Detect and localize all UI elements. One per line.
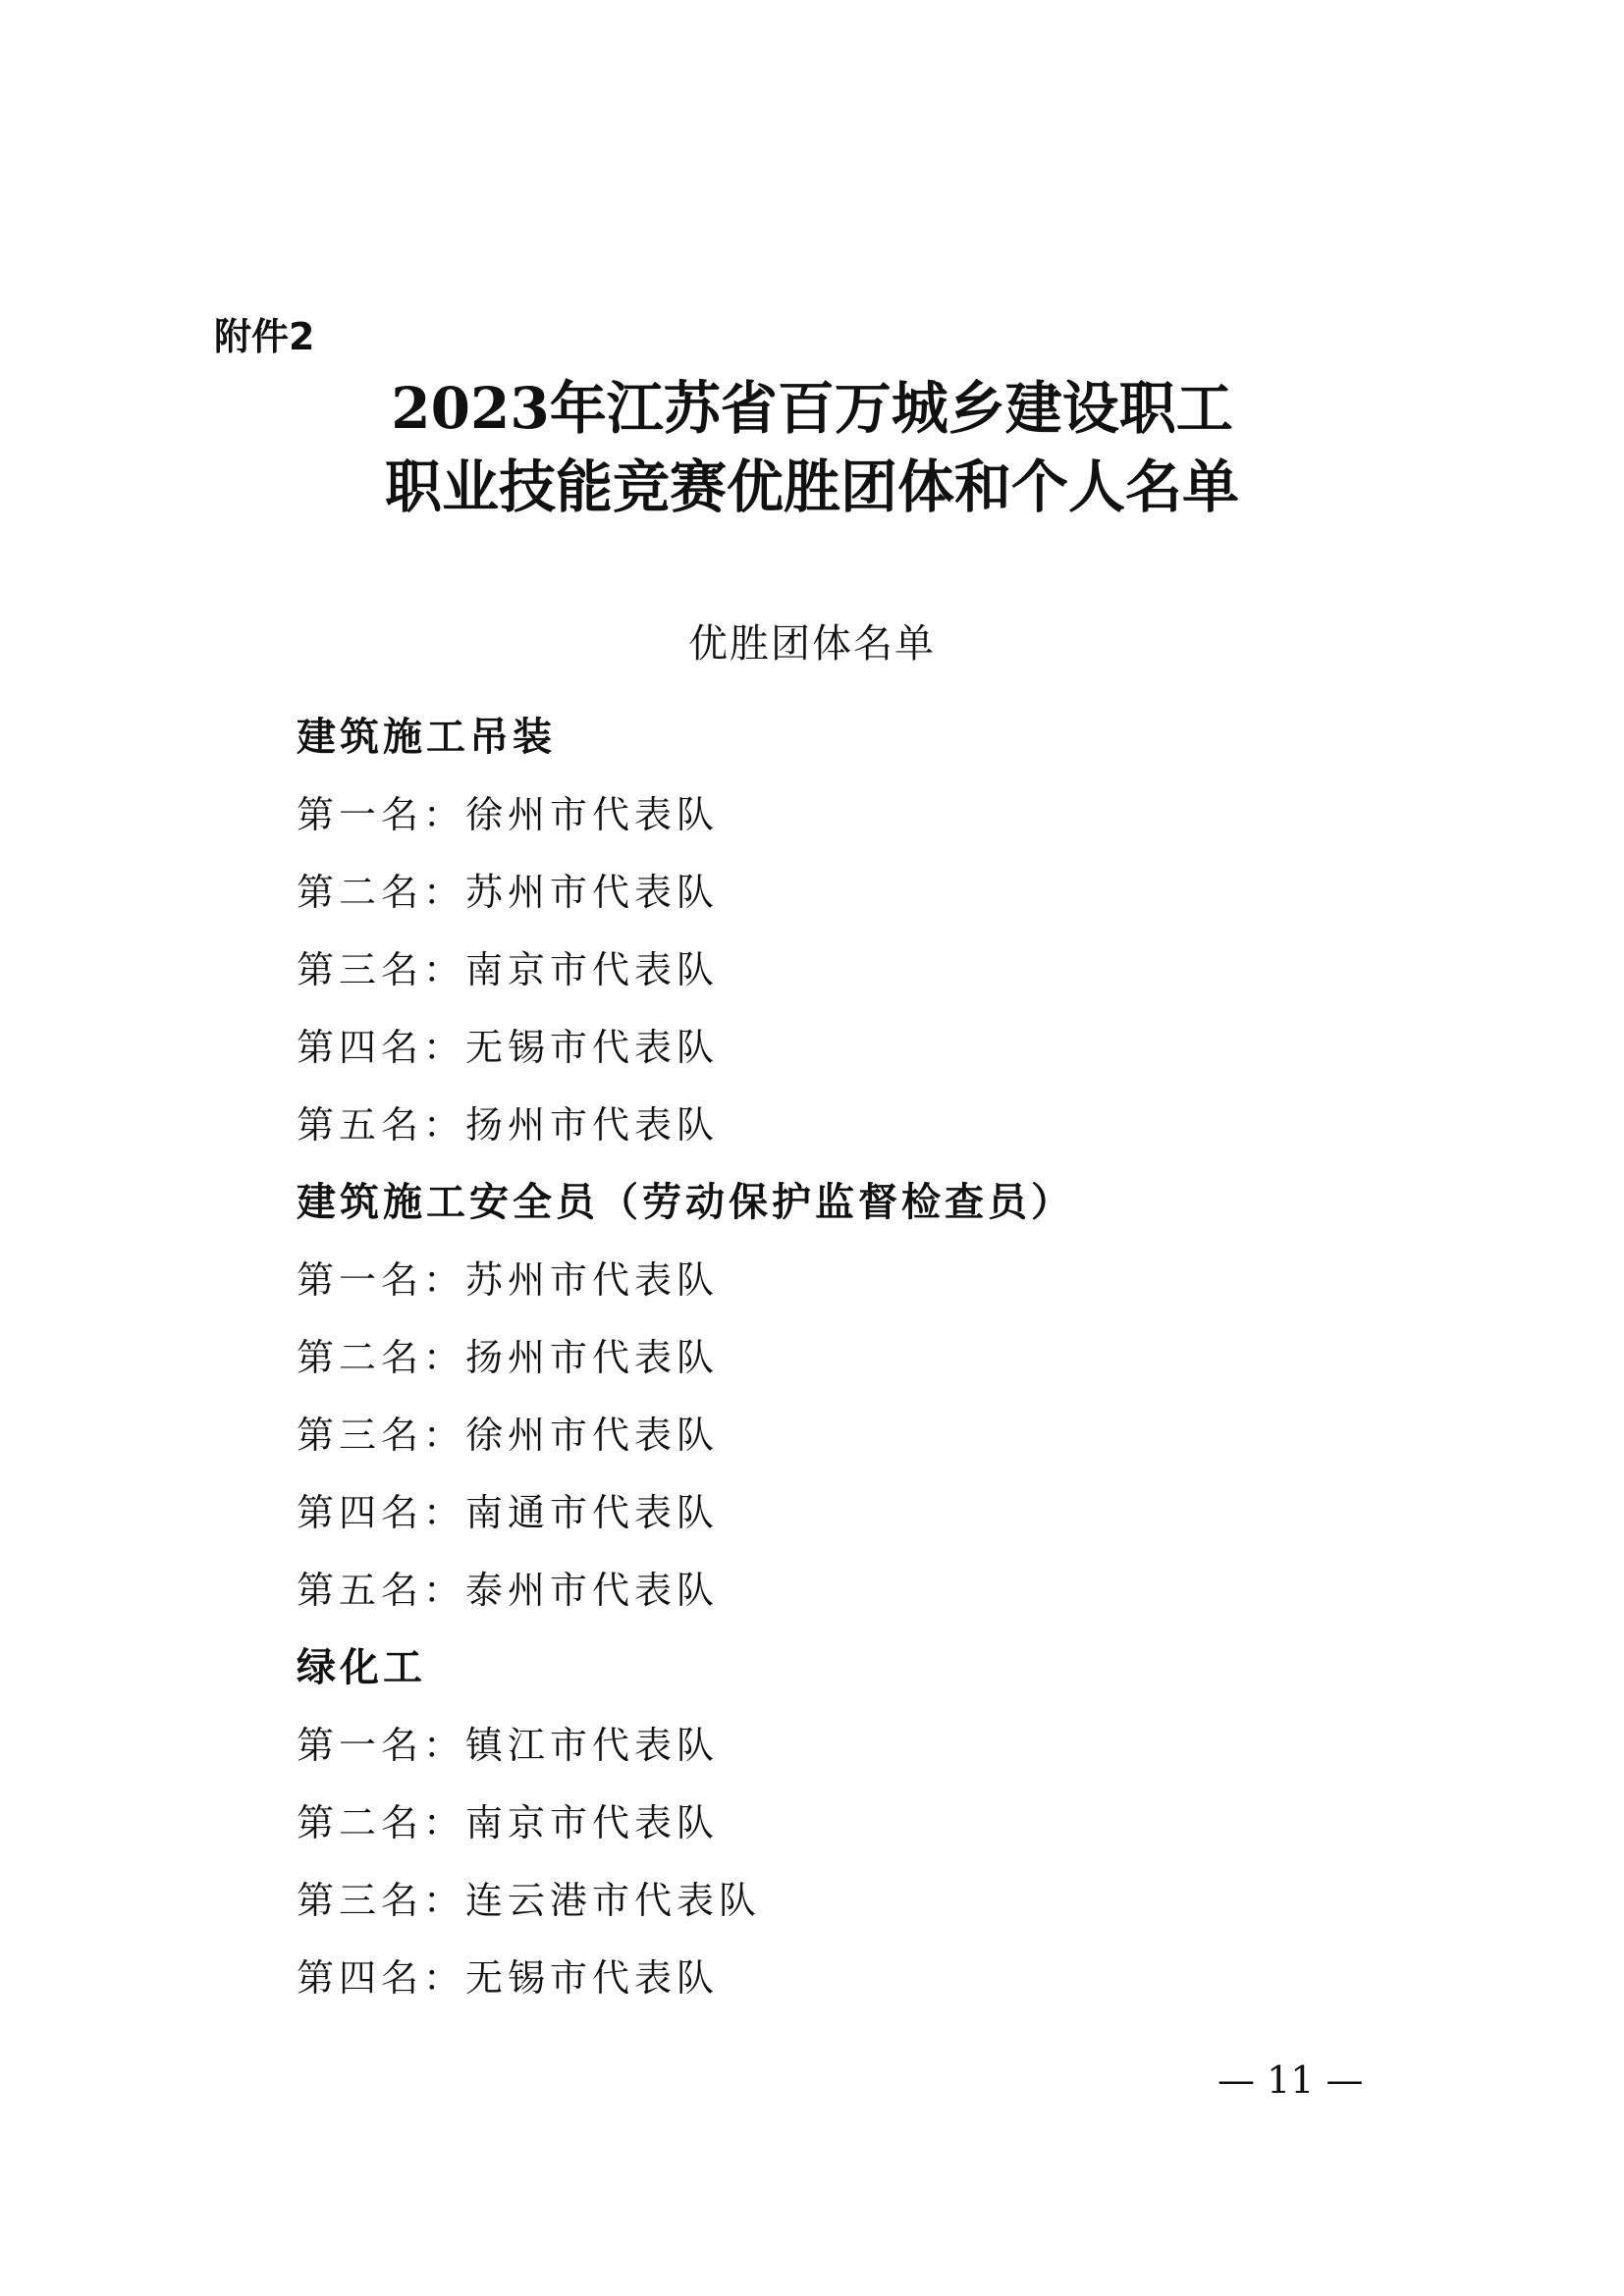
document-title-line-2: 职业技能竞赛优胜团体和个人名单 [384, 454, 1239, 520]
ranking-entry: 第二名：南京市代表队 [297, 1801, 720, 1844]
category-list [297, 699, 1475, 2017]
ranking-entry: 第一名：徐州市代表队 [297, 793, 720, 836]
category-block [297, 1629, 1475, 2017]
ranking-entry: 第三名：南京市代表队 [297, 948, 720, 991]
ranking-entry: 第三名：连云港市代表队 [297, 1879, 762, 1922]
ranking-entry: 第一名：镇江市代表队 [297, 1724, 720, 1767]
ranking-entry: 第四名：南通市代表队 [297, 1491, 720, 1534]
ranking-entry: 第五名：扬州市代表队 [297, 1103, 720, 1147]
category-block [297, 699, 1475, 1164]
ranking-entry: 第一名：苏州市代表队 [297, 1258, 720, 1302]
attachment-label: 附件2 [214, 315, 315, 358]
ranking-entry: 第二名：苏州市代表队 [297, 871, 720, 914]
ranking-entry: 第三名：徐州市代表队 [297, 1414, 720, 1457]
ranking-entry: 第四名：无锡市代表队 [297, 1956, 720, 2000]
ranking-entry: 第五名：泰州市代表队 [297, 1569, 720, 1612]
category-title: 建筑施工吊装 [297, 715, 556, 760]
section-heading: 优胜团体名单 [688, 621, 936, 667]
category-title: 绿化工 [297, 1645, 426, 1690]
ranking-entry: 第二名：扬州市代表队 [297, 1336, 720, 1379]
ranking-entry: 第四名：无锡市代表队 [297, 1026, 720, 1069]
document-title-line-1: 2023年江苏省百万城乡建设职工 [391, 375, 1233, 442]
page-number: — 11 — [1218, 2058, 1364, 2102]
category-title: 建筑施工安全员（劳动保护监督检查员） [297, 1180, 1074, 1225]
category-block [297, 1164, 1475, 1629]
